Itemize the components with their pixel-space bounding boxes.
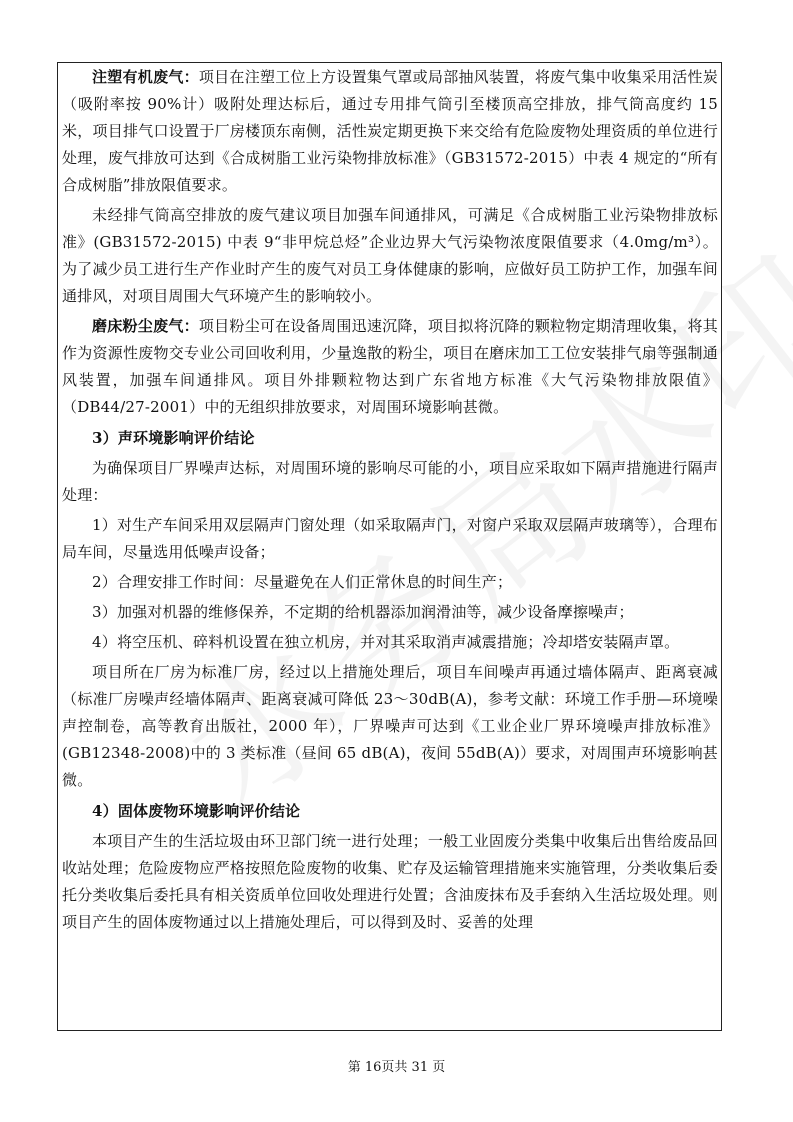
paragraph-noise-result: 项目所在厂房为标准厂房，经过以上措施处理后，项目车间噪声再通过墙体隔声、距离衰减（标准厂房噪声经墙体隔声、距离衰减可降低 23～30dB(A)，参考文献：环境工作手册—环境噪声控制卷，高等教育出版社，2000 年），厂界噪声可达到《工业企业厂界环境噪声排放标准》(GB12348-2008)中的 3 类标准（昼间 65 dB(A)，夜间 55dB(A)）要求，对周围声环境影响甚微。 bbox=[62, 663, 718, 789]
paragraph-noise-measure-2: 2）合理安排工作时间：尽量避免在人们正常休息的时间生产； bbox=[92, 573, 513, 591]
paragraph-noise-intro: 为确保项目厂界噪声达标，对周围环境的影响尽可能的小，项目应采取如下隔声措施进行隔声处理： bbox=[62, 459, 718, 504]
heading-noise-conclusion: 3）声环境影响评价结论 bbox=[92, 429, 255, 447]
lead-grinding-dust: 磨床粉尘废气： bbox=[92, 317, 199, 335]
paragraph-noise-measure-3: 3）加强对机器的维修保养，不定期的给机器添加润滑油等，减少设备摩擦噪声； bbox=[92, 603, 634, 621]
paragraph-unorganized-gas bbox=[62, 202, 718, 310]
text-injection-gas: 项目在注塑工位上方设置集气罩或局部抽风装置，将废气集中收集采用活性炭（吸附率按 90%计）吸附处理达标后，通过专用排气筒引至楼顶高空排放，排气筒高度约 15 米，项目排气口设置于厂房楼顶东南侧，活性炭定期更换下来交给有危险废物处理资质的单位进行处理，废气排放可达到《合成树脂工业污染物排放标准》（GB31572-2015）中表 4 规定的“所有合成树脂”排放限值要求。 bbox=[62, 68, 718, 194]
page-number: 第 16页共 31 页 bbox=[347, 1060, 446, 1075]
paragraph-injection-gas bbox=[62, 64, 718, 199]
paragraph-noise-measure-1: 1）对生产车间采用双层隔声门窗处理（如采取隔声门，对窗户采取双层隔声玻璃等），合理布局车间，尽量选用低噪声设备； bbox=[62, 516, 718, 561]
lead-injection-gas: 注塑有机废气： bbox=[92, 68, 199, 86]
text-unorganized-gas: 未经排气筒高空排放的废气建议项目加强车间通排风，可满足《合成树脂工业污染物排放标准》(GB31572-2015) 中表 9“非甲烷总烃”企业边界大气污染物浓度限值要求（4.0mg/m³）。为了减少员工进行生产作业时产生的废气对员工身体健康的影响，应做好员工防护工作，加强车间通排风，对项目周围大气环境产生的影响较小。 bbox=[62, 206, 718, 305]
document-body bbox=[62, 64, 718, 936]
heading-solid-waste-conclusion: 4）固体废物环境影响评价结论 bbox=[92, 802, 301, 820]
text-grinding-dust: 项目粉尘可在设备周围迅速沉降，项目拟将沉降的颗粒物定期清理收集，将其作为资源性废物交专业公司回收利用，少量逸散的粉尘，项目在磨床加工工位安装排气扇等强制通风装置，加强车间通排风。项目外排颗粒物达到广东省地方标准《大气污染物排放限值》（DB44/27-2001）中的无组织排放要求，对周围环境影响甚微。 bbox=[62, 317, 718, 416]
paragraph-solid-waste: 本项目产生的生活垃圾由环卫部门统一进行处理；一般工业固废分类集中收集后出售给废品回收站处理；危险废物应严格按照危险废物的收集、贮存及运输管理措施来实施管理，分类收集后委托分类收集后委托具有相关资质单位回收处理进行处置；含油废抹布及手套纳入生活垃圾处理。则项目产生的固体废物通过以上措施处理后，可以得到及时、妥善的处理 bbox=[62, 832, 718, 931]
paragraph-noise-measure-4: 4）将空压机、碎料机设置在独立机房，并对其采取消声减震措施；冷却塔安装隔声罩。 bbox=[92, 633, 680, 651]
paragraph-grinding-dust bbox=[62, 313, 718, 421]
